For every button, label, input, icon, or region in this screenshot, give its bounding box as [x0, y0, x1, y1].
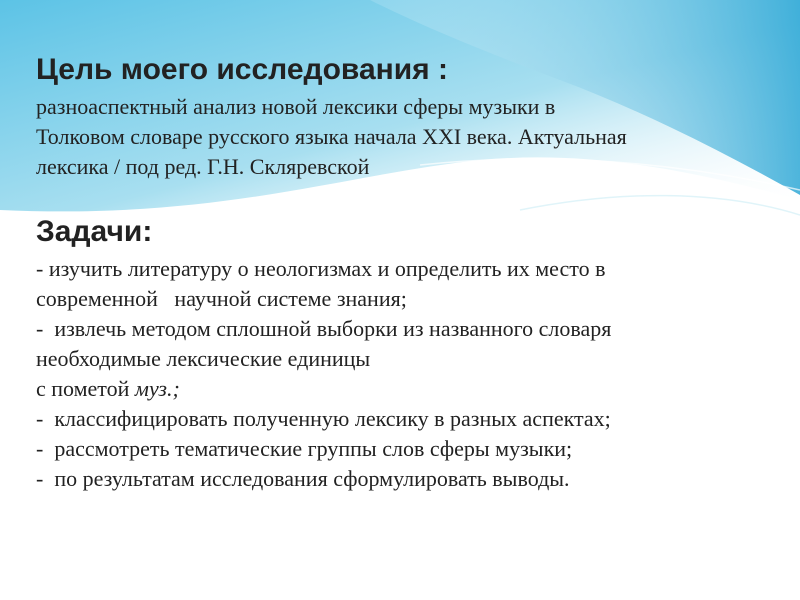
goal-line: разноаспектный анализ новой лексики сферы музыки в — [36, 94, 556, 119]
task-line: необходимые лексические единицы — [36, 346, 371, 371]
mark-prefix: с пометой — [36, 376, 135, 401]
goal-line: лексика / под ред. Г.Н. Скляревской — [36, 154, 370, 179]
task-line: современной научной системе знания; — [36, 286, 407, 311]
slide-content — [36, 52, 776, 494]
task-line: - рассмотреть тематические группы слов сферы музыки; — [36, 436, 573, 461]
task-line: - изучить литературу о неологизмах и определить их место в — [36, 256, 606, 281]
goal-line: Толковом словаре русского языка начала XXI века. Актуальная — [36, 124, 627, 149]
task-line-mark — [36, 374, 776, 404]
task-line: - классифицировать полученную лексику в разных аспектах; — [36, 406, 611, 431]
tasks-title: Задачи: — [36, 215, 153, 248]
goal-title: Цель моего исследования : — [36, 53, 449, 86]
goal-text — [36, 92, 776, 182]
task-line: - по результатам исследования сформулировать выводы. — [36, 466, 570, 491]
mark-italic: муз.; — [134, 376, 180, 401]
task-line: - извлечь методом сплошной выборки из названного словаря — [36, 316, 612, 341]
tasks-list — [36, 254, 776, 494]
